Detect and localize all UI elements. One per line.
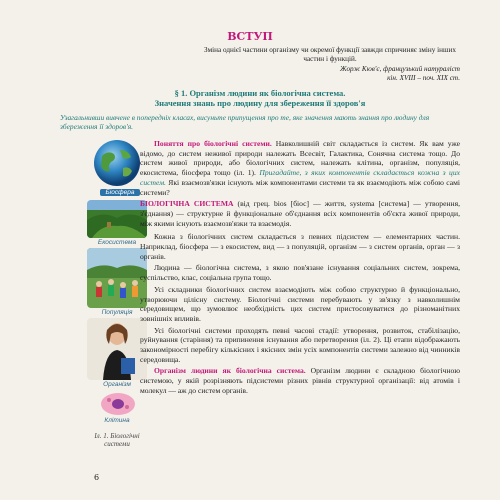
definition-text: (від грец. bios [біос] — життя, systema [система] — утворення, з'єднання) — структурне й функціональне об'єднання всіх компонентів об'єкта живої природи, між якими існують взаємозв'язки та взаємодія.	[140, 199, 460, 228]
paragraph-7	[140, 366, 460, 395]
paragraph-4: Людина — біологічна система, з якою пов'язане існування соціальних систем, зокрема, суспільство, клас, соціальна група тощо.	[140, 263, 460, 283]
ecosystem-image	[87, 200, 147, 238]
definition-term: БІОЛОГІЧНА СИСТЕМА	[140, 199, 234, 209]
paragraph-1-tail: Які взаємозв'язки існують між компонентами системи та як взаємодіють між собою самі системи?	[140, 177, 460, 197]
ecosystem-label: Екосистема	[97, 239, 137, 246]
biosphere-image	[87, 138, 147, 188]
section-title: § 1. Організм людини як біологічна система.	[174, 88, 346, 98]
paragraph-7-text: Організм людини є складною біологічною системою, у якій розрізняють підсистеми різних рівнів структурної організації: від атомів і молекул — аж до систем органів.	[140, 366, 460, 395]
page-number: 6	[94, 473, 100, 482]
organism-label: Організм	[103, 381, 131, 388]
paragraph-1-lead: Поняття про біологічні системи.	[154, 139, 272, 148]
figure-caption: Іл. 1. Біологічні системи	[94, 432, 140, 448]
paragraph-5: Усі складники біологічних систем взаємодіють між собою структурно й функціонально, утворюючи цілісну систему. Біологічні системи перебувають у зв'язку з навколишнім середовищем, що зумовлює необхідність цих систем пристосовуватися до різноманітних зовнішніх впливів.	[140, 284, 460, 323]
body-text	[140, 139, 460, 396]
definition-paragraph	[140, 199, 460, 228]
intro-prompt: Узагальнивши вивчене в попередніх класах, висуньте припущення про те, яке значення мають знання про людину для збереження її здоров'я.	[60, 113, 430, 132]
population-image	[87, 248, 147, 308]
paragraph-1	[140, 139, 460, 197]
population-label: Популяція	[101, 309, 133, 316]
organism-image	[87, 318, 147, 380]
paragraph-7-lead: Організм людини як біологічна система.	[154, 366, 306, 376]
cell-label: Клітина	[104, 417, 130, 424]
cell-image	[100, 392, 136, 416]
biosphere-label: Біосфера	[100, 189, 140, 196]
chapter-heading: ВСТУП	[227, 30, 273, 43]
paragraph-1-text: Навколишній світ складається із систем. Як вам уже відомо, до систем неживої природи належать Всесвіт, Галактика, Сонячна система тощо. До систем живої природи, або біологічних систем, належать клітина, організм, популяція, екосистема, біосфера тощо (іл. 1).	[140, 139, 460, 178]
epigraph-author: Жорж Кюв'є, французький натураліст	[339, 65, 460, 73]
paragraph-6: Усі біологічні системи проходять певні часові стадії: утворення, розвиток, стабілізацію, руйнування (старіння) та припинення існування або перетворення (іл. 2). Ці етапи відображають закономірності перебігу кількісних і якісних змін усіх компонентів системи залежно від чинників середовища.	[140, 325, 460, 364]
epigraph-text: Зміна однієї частини організму чи окремої функції завжди спричиняє зміну інших частин і функцій.	[204, 46, 456, 63]
section-subtitle: Значення знань про людину для збереження її здоров'я	[154, 98, 366, 108]
epigraph-years: кін. XVIII – поч. XIX ст.	[387, 74, 460, 82]
paragraph-1-question: Пригадайте, з яких компонентів складається кожна з цих систем.	[140, 168, 460, 187]
paragraph-3: Кожна з біологічних систем складається з певних підсистем — елементарних частин. Наприклад, біосфера — з екосистем, вид — з популяцій, організм — з систем органів, орган — з органів.	[140, 232, 460, 261]
